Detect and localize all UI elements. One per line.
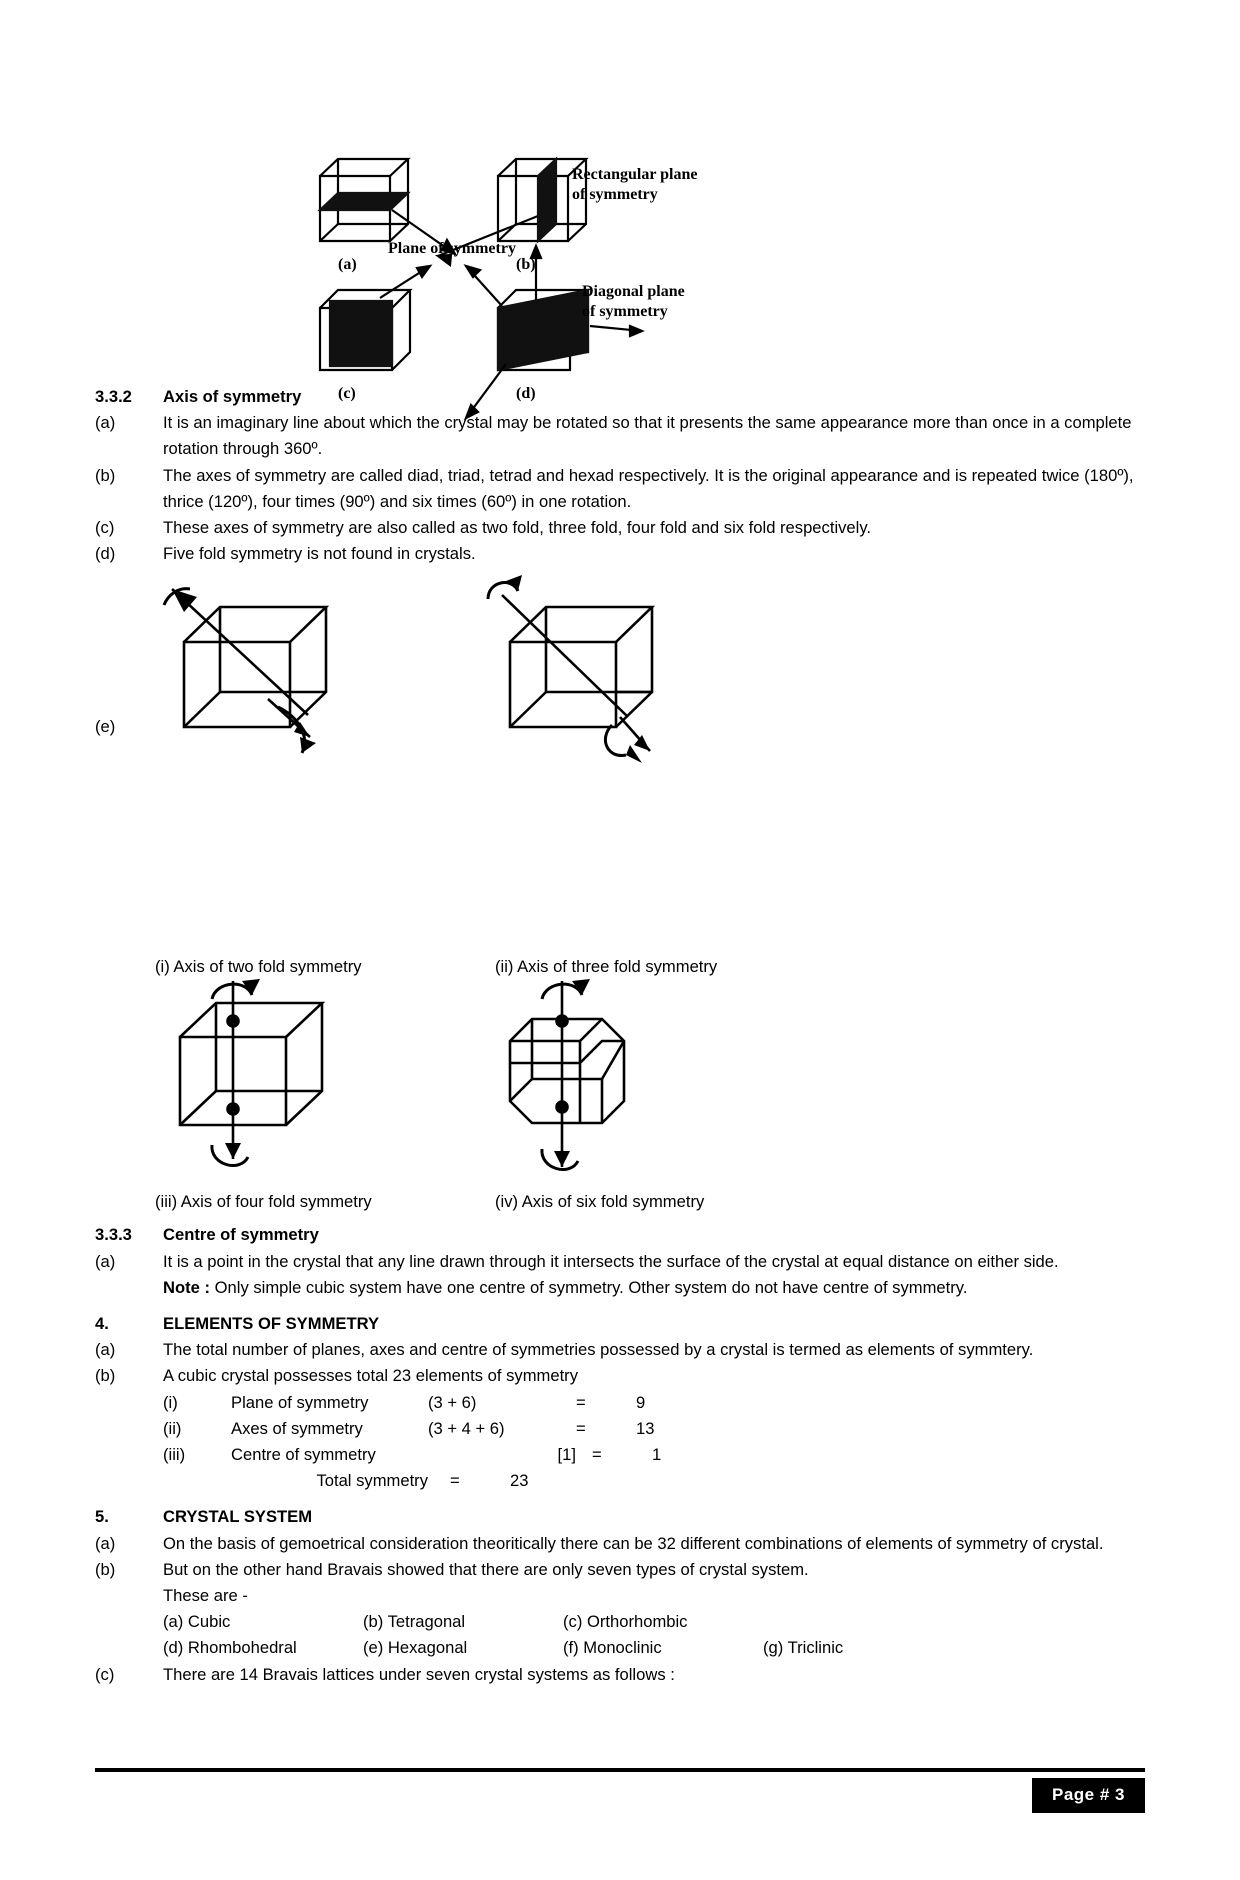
caption-axis-six-fold: (iv) Axis of six fold symmetry: [495, 1192, 705, 1212]
element-row-number: (iii): [163, 1445, 186, 1465]
centre-note: [163, 1275, 1145, 1301]
axis-item-c-text: These axes of symmetry are also called as two fold, three fold, four fold and six fold respectively.: [163, 518, 872, 538]
crystal-system-cubic: (a) Cubic: [163, 1612, 231, 1632]
element-row-name: Plane of symmetry: [231, 1392, 369, 1412]
document-page: [0, 126, 1240, 1880]
element-row-name: Centre of symmetry: [231, 1445, 376, 1465]
page-footer: [95, 1768, 1145, 1804]
total-symmetry-value: 23: [510, 1471, 529, 1491]
crystal-item-c-label: (c): [95, 1664, 115, 1684]
element-row-equals: =: [592, 1445, 602, 1465]
element-row-value: (3 + 6): [428, 1392, 477, 1412]
page-number-badge: Page # 3: [1032, 1778, 1145, 1813]
crystal-item-c-text: There are 14 Bravais lattices under seven crystal systems as follows :: [163, 1664, 675, 1684]
caption-axis-two-fold: (i) Axis of two fold symmetry: [155, 957, 362, 977]
axes-four-six-fold-svg: [150, 977, 950, 1192]
crystal-systems-row-1: [163, 1609, 1145, 1635]
section-number-332: 3.3.2: [95, 387, 132, 406]
elements-item-b-label: (b): [95, 1366, 116, 1386]
crystal-system-triclinic: (g) Triclinic: [763, 1638, 844, 1658]
section-number-5: 5.: [95, 1507, 109, 1527]
total-symmetry-label: Total symmetry: [316, 1471, 428, 1491]
figure-axes-two-three-fold: [0, 567, 1240, 957]
annotation-rect-plane-line2: of symmetry: [572, 186, 658, 203]
crystal-item-a-text: On the basis of gemoetrical consideration theoritically there can be 32 different combinations of elements of symmetry of crystal.: [163, 1533, 1104, 1553]
section-title-332: Axis of symmetry: [163, 387, 302, 406]
element-row-value: [1]: [557, 1445, 576, 1465]
section-heading-centre-of-symmetry: [95, 1222, 1145, 1248]
crystal-system-orthorhombic: (c) Orthorhombic: [563, 1612, 688, 1632]
crystal-systems-row-2: [163, 1635, 1145, 1661]
axis-item-b: [95, 463, 1145, 515]
section-number-333: 3.3.3: [95, 1225, 132, 1245]
figure-label-b: (b): [516, 256, 536, 273]
section-heading-elements-of-symmetry: [95, 1311, 1145, 1337]
elements-table-total-row: [163, 1468, 1145, 1494]
planes-of-symmetry-svg: [270, 126, 970, 402]
axis-item-e-label: (e): [95, 717, 116, 737]
axis-item-b-text: The axes of symmetry are called diad, triad, tetrad and hexad respectively. It is the original appearance and is repeated twice (180º), thrice (120º), four times (90º) and six times (60º) in one rotation.: [163, 465, 1134, 511]
crystal-system-rhombohedral: (d) Rhombohedral: [163, 1638, 297, 1658]
total-symmetry-equals: =: [450, 1471, 460, 1491]
captions-axes-row1: [0, 957, 1240, 977]
crystal-item-a: [95, 1531, 1145, 1557]
footer-divider: [95, 1768, 1145, 1772]
section-heading-crystal-system: [95, 1504, 1145, 1530]
crystal-item-a-label: (a): [95, 1533, 116, 1553]
section-heading-axis-of-symmetry: [95, 384, 1145, 410]
crystal-system-hexagonal: (e) Hexagonal: [363, 1638, 468, 1658]
centre-item-a-text: It is a point in the crystal that any line drawn through it intersects the surface of the crystal at equal distance on either side.: [163, 1251, 1059, 1271]
element-row-result: 1: [652, 1445, 662, 1465]
elements-item-a-text: The total number of planes, axes and centre of symmetries possessed by a crystal is termed as elements of symmtery.: [163, 1340, 1034, 1360]
axis-item-c: [95, 515, 1145, 541]
axis-item-d: [95, 541, 1145, 567]
element-row-name: Axes of symmetry: [231, 1418, 363, 1438]
these-are-line: These are -: [163, 1586, 248, 1606]
document-body-lower: [0, 1222, 1240, 1687]
axes-two-three-fold-svg: [150, 567, 950, 817]
element-row-equals: =: [576, 1418, 586, 1438]
section-title-4: ELEMENTS OF SYMMETRY: [163, 1314, 380, 1334]
annotation-diagonal-plane-line1: Diagonal plane: [582, 283, 685, 300]
note-label: Note :: [163, 1277, 211, 1297]
crystal-item-b-text: But on the other hand Bravais showed that there are only seven types of crystal system.: [163, 1559, 809, 1579]
elements-item-a-label: (a): [95, 1340, 116, 1360]
elements-item-b-text: A cubic crystal possesses total 23 elements of symmetry: [163, 1366, 579, 1386]
element-row-equals: =: [576, 1392, 586, 1412]
element-row-number: (ii): [163, 1418, 182, 1438]
section-title-5: CRYSTAL SYSTEM: [163, 1507, 313, 1527]
figure-label-d: (d): [516, 385, 536, 402]
document-body: [0, 384, 1240, 567]
annotation-diagonal-plane-line2: of symmetry: [582, 303, 668, 320]
axis-item-d-label: (d): [95, 544, 116, 564]
note-text: Only simple cubic system have one centre of symmetry. Other system do not have centre of symmetry.: [210, 1277, 968, 1297]
captions-axes-row2: [0, 1192, 1240, 1212]
element-row-value: (3 + 4 + 6): [428, 1418, 505, 1438]
figure-label-c: (c): [338, 385, 356, 402]
axis-item-b-label: (b): [95, 465, 116, 485]
annotation-rect-plane-line1: Rectangular plane: [572, 166, 698, 183]
axis-item-a-text: It is an imaginary line about which the crystal may be rotated so that it presents the same appearance more than once in a complete rotation through 360º.: [163, 413, 1132, 459]
elements-item-a: [95, 1337, 1145, 1363]
elements-table-row: [163, 1390, 1145, 1416]
caption-axis-four-fold: (iii) Axis of four fold symmetry: [155, 1192, 372, 1212]
axis-item-a: [95, 410, 1145, 462]
element-row-result: 13: [636, 1418, 655, 1438]
element-row-result: 9: [636, 1392, 646, 1412]
crystal-system-tetragonal: (b) Tetragonal: [363, 1612, 466, 1632]
axis-item-a-label: (a): [95, 413, 116, 433]
elements-table-row: [163, 1442, 1145, 1468]
figure-label-a: (a): [338, 256, 357, 273]
annotation-plane-of-symmetry: Plane of symmetry: [388, 240, 516, 257]
elements-table: [163, 1390, 1145, 1495]
elements-item-b: [95, 1363, 1145, 1389]
axis-item-d-text: Five fold symmetry is not found in crystals.: [163, 544, 476, 564]
element-row-number: (i): [163, 1392, 178, 1412]
section-title-333: Centre of symmetry: [163, 1225, 319, 1245]
figure-axes-four-six-fold: [0, 977, 1240, 1192]
axis-item-c-label: (c): [95, 518, 115, 538]
caption-axis-three-fold: (ii) Axis of three fold symmetry: [495, 957, 718, 977]
centre-item-a-label: (a): [95, 1251, 116, 1271]
crystal-item-b-label: (b): [95, 1559, 116, 1579]
centre-item-a: [95, 1249, 1145, 1275]
crystal-system-monoclinic: (f) Monoclinic: [563, 1638, 662, 1658]
section-number-4: 4.: [95, 1314, 109, 1334]
elements-table-row: [163, 1416, 1145, 1442]
crystal-item-b: [95, 1557, 1145, 1583]
crystal-item-c: [95, 1662, 1145, 1688]
